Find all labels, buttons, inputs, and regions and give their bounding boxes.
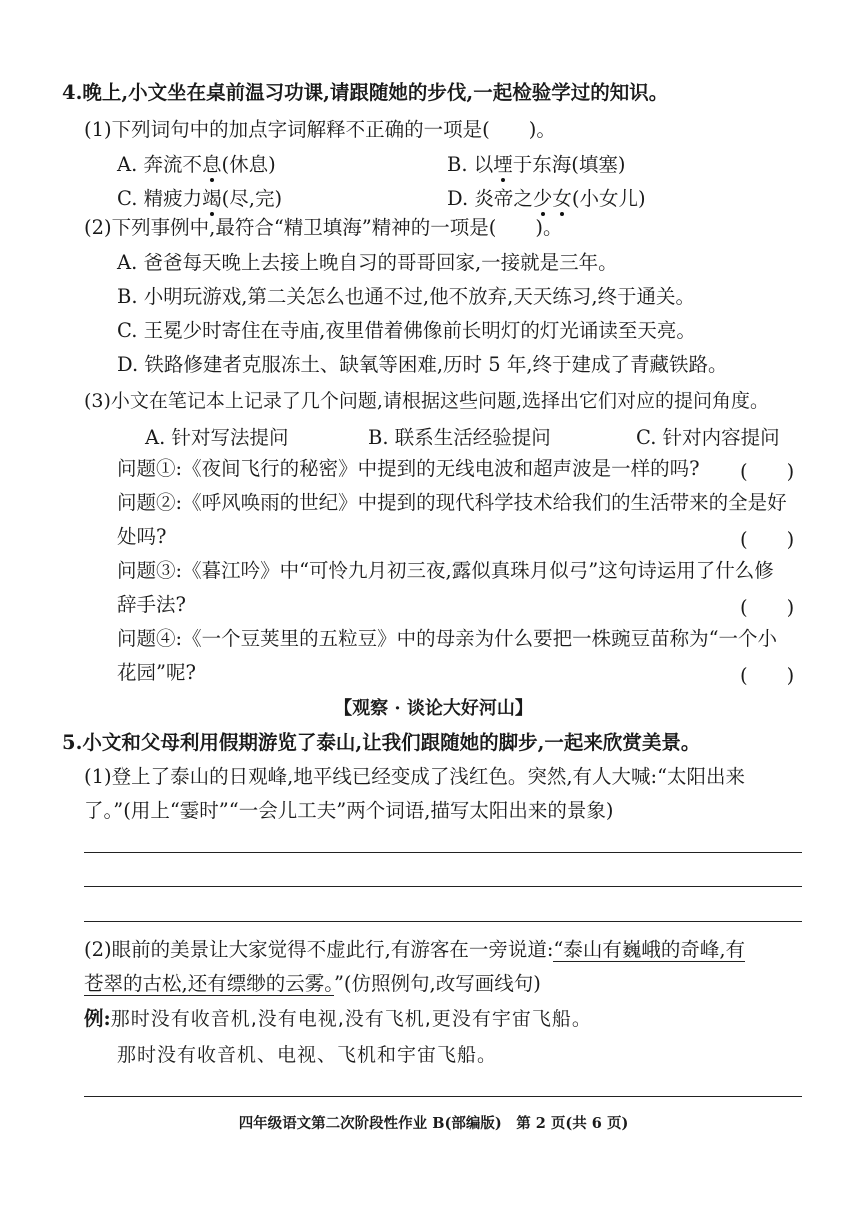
q5-1-prompt-line1: (1)登上了泰山的日观峰,地平线已经变成了浅红色。突然,有人大喊:“太阳出来 <box>84 765 746 788</box>
q4-2-option-d: D. 铁路修建者克服冻土、缺氧等困难,历时 5 年,终于建成了青藏铁路。 <box>117 353 728 376</box>
q4-2-option-a: A. 爸爸每天晚上去接上晚自习的哥哥回家,一接就是三年。 <box>117 251 618 274</box>
q4-3-prompt: (3)小文在笔记本上记录了几个问题,请根据这些问题,选择出它们对应的提问角度。 <box>84 390 769 412</box>
answer-blank-4[interactable]: ( ) <box>740 664 795 687</box>
q4-3-question-4-line2: 花园”呢? <box>117 661 196 684</box>
q5-2-prompt-line1 <box>84 937 745 963</box>
q4-1-prompt: (1)下列词句中的加点字词解释不正确的一项是( )。 <box>84 118 556 141</box>
example-sentence-original: 那时没有收音机,没有电视,没有飞机,更没有宇宙飞船。 <box>110 1008 592 1030</box>
underlined-sentence-part1: “泰山有巍峨的奇峰,有 <box>553 938 746 961</box>
page-footer: 四年级语文第二次阶段性作业 B(部编版) 第 2 页(共 6 页) <box>238 1115 629 1132</box>
q4-2-prompt: (2)下列事例中,最符合“精卫填海”精神的一项是( )。 <box>84 216 563 239</box>
q4-3-angle-a: A. 针对写法提问 <box>145 426 289 449</box>
q4-3-question-2-line1: 问题②:《呼风唤雨的世纪》中提到的现代科学技术给我们的生活带来的全是好 <box>117 491 787 514</box>
answer-line-4[interactable] <box>84 1096 802 1097</box>
q4-3-question-3-line1: 问题③:《暮江吟》中“可怜九月初三夜,露似真珠月似弓”这句诗运用了什么修 <box>117 559 774 582</box>
q5-2-prompt-line2 <box>84 971 541 997</box>
answer-blank-2[interactable]: ( ) <box>740 528 795 551</box>
answer-line-2[interactable] <box>84 886 802 887</box>
q4-1-option-c: C. 精疲力竭(尽,完) <box>117 187 283 210</box>
example-line-1 <box>84 1006 592 1032</box>
q4-3-question-1: 问题①:《夜间飞行的秘密》中提到的无线电波和超声波是一样的吗? <box>117 457 700 480</box>
q4-1-option-d: D. 炎帝之少女(小女儿) <box>447 187 646 210</box>
q5-stem: 5.小文和父母利用假期游览了泰山,让我们跟随她的脚步,一起来欣赏美景。 <box>62 731 701 754</box>
q5-2-prompt-text: (2)眼前的美景让大家觉得不虚此行,有游客在一旁说道: <box>84 938 554 961</box>
q4-1-option-a: A. 奔流不息(休息) <box>117 153 276 176</box>
answer-line-1[interactable] <box>84 852 802 853</box>
q4-2-option-b: B. 小明玩游戏,第二关怎么也通不过,他不放弃,天天练习,终于通关。 <box>117 285 696 308</box>
section-title: 【观察 · 谈论大好河山】 <box>334 698 533 719</box>
q4-stem: 4.晚上,小文坐在桌前温习功课,请跟随她的步伐,一起检验学过的知识。 <box>62 81 669 104</box>
underlined-sentence-part2: 苍翠的古松,还有缥缈的云雾。 <box>84 972 334 995</box>
q4-1-option-b: B. 以堙于东海(填塞) <box>447 153 626 176</box>
q5-2-instruction: ”(仿照例句,改写画线句) <box>333 972 541 995</box>
q4-3-angle-b: B. 联系生活经验提问 <box>368 426 551 449</box>
example-sentence-rewritten: 那时没有收音机、电视、飞机和宇宙飞船。 <box>117 1044 498 1066</box>
q5-1-prompt-line2: 了。”(用上“霎时”“一会儿工夫”两个词语,描写太阳出来的景象) <box>84 799 614 822</box>
q4-3-angle-c: C. 针对内容提问 <box>636 426 780 449</box>
answer-blank-1[interactable]: ( ) <box>740 460 795 483</box>
q4-3-question-2-line2: 处吗? <box>117 525 167 548</box>
q4-3-question-3-line2: 辞手法? <box>117 593 186 616</box>
answer-blank-3[interactable]: ( ) <box>740 596 795 619</box>
q4-2-option-c: C. 王冕少时寄住在寺庙,夜里借着佛像前长明灯的灯光诵读至天亮。 <box>117 319 696 342</box>
q4-3-question-4-line1: 问题④:《一个豆荚里的五粒豆》中的母亲为什么要把一株豌豆苗称为“一个小 <box>117 627 778 650</box>
example-label: 例: <box>84 1007 111 1030</box>
answer-line-3[interactable] <box>84 921 802 922</box>
